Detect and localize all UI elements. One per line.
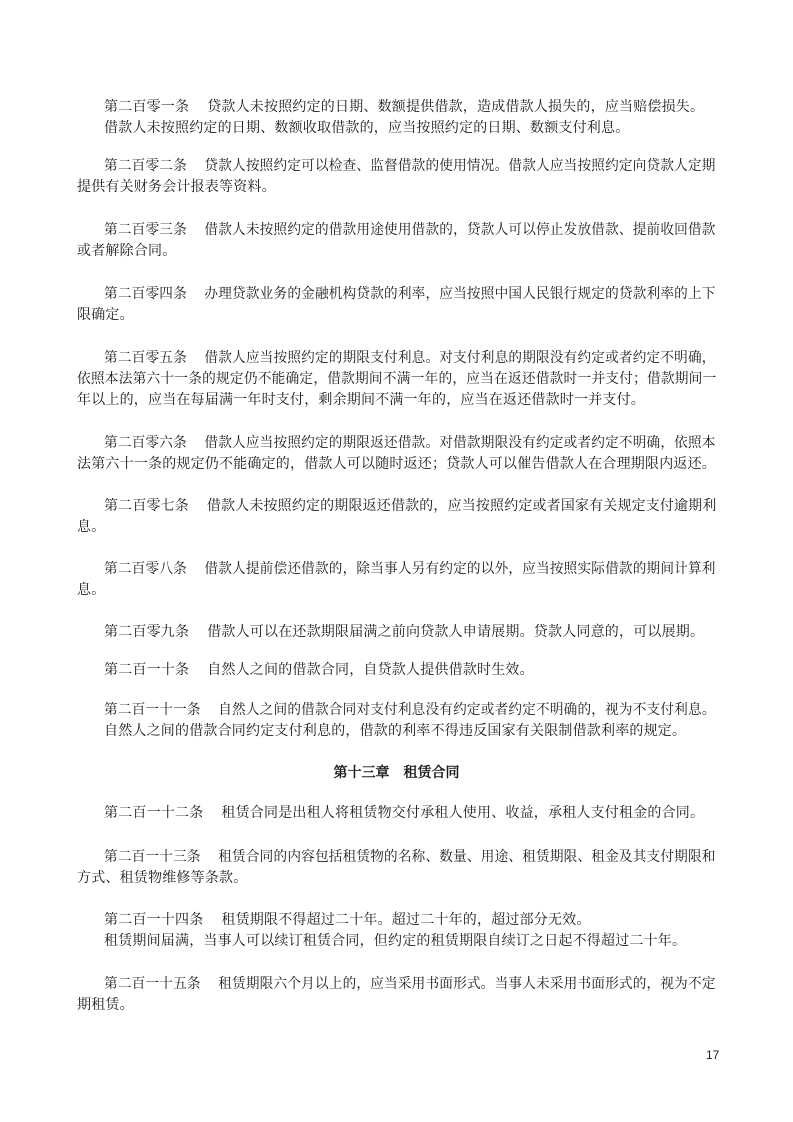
article-203-line-1 bbox=[104, 220, 716, 240]
article-number: 第二百零四条 bbox=[104, 286, 187, 302]
article-203-line-2: 或者解除合同。 bbox=[77, 243, 177, 259]
article-207-line-2: 息。 bbox=[77, 519, 106, 535]
article-207-line-1 bbox=[104, 496, 717, 516]
page-number: 17 bbox=[706, 1048, 720, 1062]
article-209-line-1 bbox=[104, 622, 704, 642]
article-number: 第二百一十一条 bbox=[104, 702, 201, 718]
article-214-line-1 bbox=[104, 910, 591, 930]
article-212-line-1 bbox=[104, 803, 704, 823]
article-number: 第二百一十五条 bbox=[104, 976, 201, 992]
article-211-line-2: 自然人之间的借款合同约定支付利息的，借款的利率不得违反国家有关限制借款利率的规定。 bbox=[104, 723, 687, 739]
article-text: 自然人之间的借款合同对支付利息没有约定或者约定不明确的，视为不支付利息。 bbox=[218, 702, 716, 718]
article-210-line-1 bbox=[104, 660, 534, 680]
article-number: 第二百零二条 bbox=[104, 158, 187, 174]
article-202-line-2: 提供有关财务会计报表等资料。 bbox=[77, 179, 276, 195]
article-number: 第二百零九条 bbox=[104, 624, 190, 640]
article-214-line-2: 租赁期间届满，当事人可以续订租赁合同，但约定的租赁期限自续订之日起不得超过二十年。 bbox=[104, 933, 687, 949]
chapter-heading: 第十三章 租赁合同 bbox=[333, 765, 460, 781]
article-211-line-1 bbox=[104, 700, 716, 720]
article-201-line-2: 借款人未按照约定的日期、数额收取借款的，应当按照约定的日期、数额支付利息。 bbox=[104, 120, 630, 136]
article-number: 第二百零五条 bbox=[104, 350, 187, 366]
article-215-line-1 bbox=[104, 974, 716, 994]
article-text: 贷款人按照约定可以检查、监督借款的使用情况。借款人应当按照约定向贷款人定期 bbox=[204, 158, 716, 174]
article-number: 第二百零七条 bbox=[104, 498, 189, 514]
article-204-line-2: 限确定。 bbox=[77, 307, 134, 323]
article-text: 租赁期限不得超过二十年。超过二十年的，超过部分无效。 bbox=[221, 912, 591, 928]
article-text: 借款人应当按照约定的期限返还借款。对借款期限没有约定或者约定不明确，依照本 bbox=[204, 435, 716, 451]
article-number: 第二百一十四条 bbox=[104, 912, 204, 928]
article-text: 借款人可以在还款期限届满之前向贷款人申请展期。贷款人同意的，可以展期。 bbox=[207, 624, 705, 640]
article-number: 第二百零三条 bbox=[104, 222, 187, 238]
article-215-line-2: 期租赁。 bbox=[77, 997, 134, 1013]
article-text: 借款人未按照约定的期限返还借款的，应当按照约定或者国家有关规定支付逾期利 bbox=[206, 498, 717, 514]
article-text: 办理贷款业务的金融机构贷款的利率，应当按照中国人民银行规定的贷款利率的上下 bbox=[204, 286, 716, 302]
article-205-line-3: 年以上的，应当在每届满一年时支付，剩余期间不满一年的，应当在返还借款时一并支付。 bbox=[77, 392, 645, 408]
article-number: 第二百零八条 bbox=[104, 561, 187, 577]
article-text: 租赁合同的内容包括租赁物的名称、数量、用途、租赁期限、租金及其支付期限和 bbox=[218, 849, 716, 865]
article-text: 贷款人未按照约定的日期、数额提供借款，造成借款人损失的，应当赔偿损失。 bbox=[207, 99, 705, 115]
article-number: 第二百零一条 bbox=[104, 99, 190, 115]
article-206-line-2: 法第六十一条的规定仍不能确定的，借款人可以随时返还；贷款人可以催告借款人在合理期限内返还。 bbox=[77, 456, 716, 472]
article-number: 第二百一十三条 bbox=[104, 849, 201, 865]
article-205-line-1 bbox=[104, 348, 716, 368]
article-text: 租赁期限六个月以上的，应当采用书面形式。当事人未采用书面形式的，视为不定 bbox=[218, 976, 716, 992]
article-number: 第二百一十条 bbox=[104, 662, 190, 678]
article-text: 租赁合同是出租人将租赁物交付承租人使用、收益，承租人支付租金的合同。 bbox=[221, 805, 705, 821]
article-213-line-2: 方式、租赁物维修等条款。 bbox=[77, 870, 248, 886]
article-text: 借款人应当按照约定的期限支付利息。对支付利息的期限没有约定或者约定不明确， bbox=[204, 350, 716, 366]
article-number: 第二百一十二条 bbox=[104, 805, 204, 821]
article-206-line-1 bbox=[104, 433, 716, 453]
article-201-line-1 bbox=[104, 97, 704, 117]
article-208-line-2: 息。 bbox=[77, 582, 106, 598]
article-text: 借款人未按照约定的借款用途使用借款的，贷款人可以停止发放借款、提前收回借款 bbox=[204, 222, 716, 238]
article-number: 第二百零六条 bbox=[104, 435, 187, 451]
article-213-line-1 bbox=[104, 847, 716, 867]
article-205-line-2: 依照本法第六十一条的规定仍不能确定，借款期间不满一年的，应当在返还借款时一并支付；借款期间一 bbox=[77, 371, 717, 387]
article-202-line-1 bbox=[104, 156, 716, 176]
article-208-line-1 bbox=[104, 559, 716, 579]
article-text: 借款人提前偿还借款的，除当事人另有约定的以外，应当按照实际借款的期间计算利 bbox=[204, 561, 716, 577]
article-text: 自然人之间的借款合同，自贷款人提供借款时生效。 bbox=[207, 662, 534, 678]
article-204-line-1 bbox=[104, 284, 716, 304]
